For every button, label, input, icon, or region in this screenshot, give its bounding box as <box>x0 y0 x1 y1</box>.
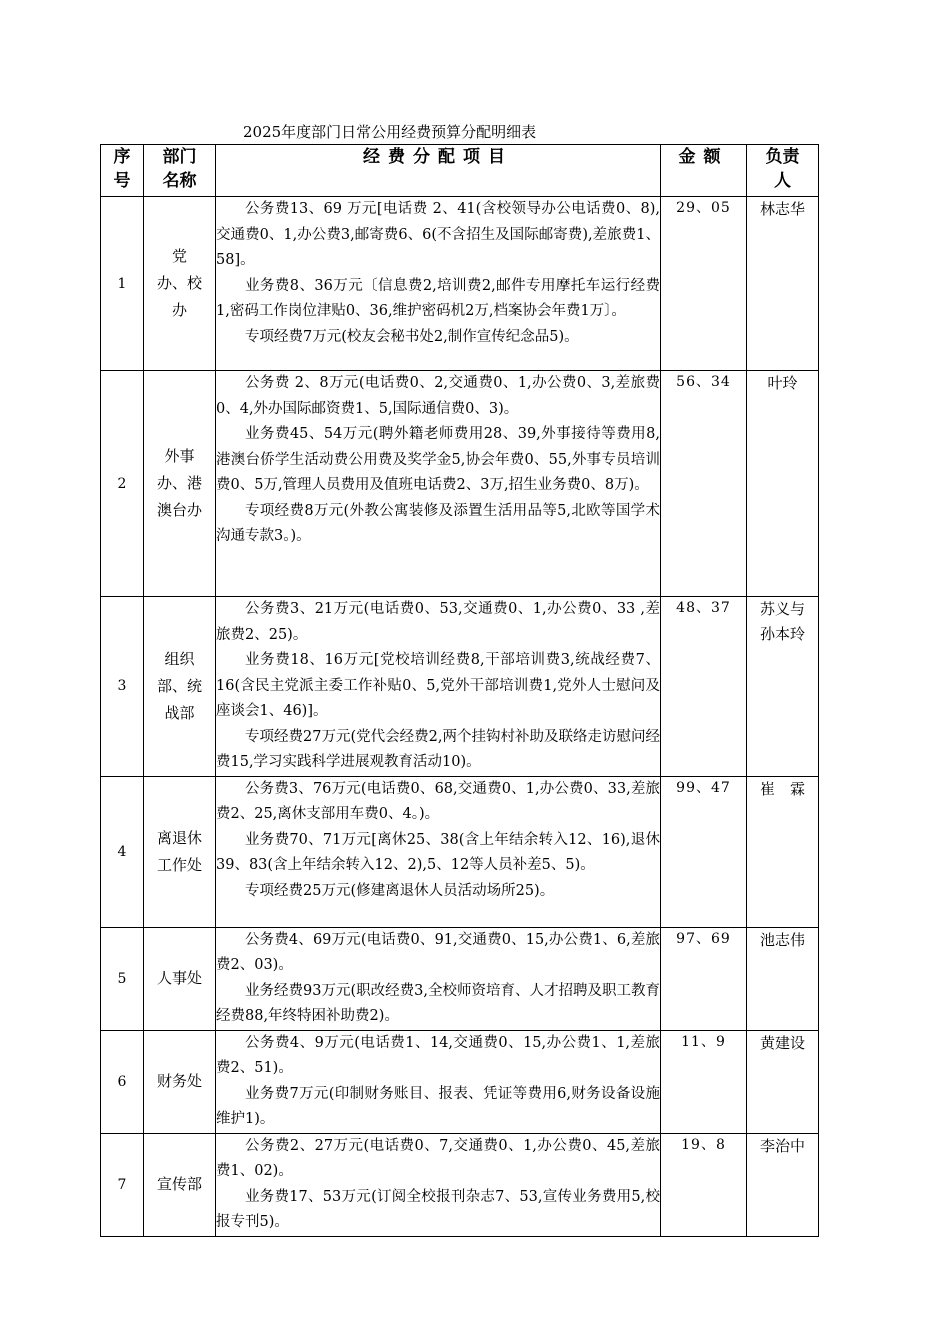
expense-item: 专项经费27万元(党代会经费2,两个挂钩村补助及联络走访慰问经费15,学习实践科学进展观教育活动10)。 <box>216 728 660 770</box>
table-row <box>101 197 819 371</box>
header-person: 负责 人 <box>747 145 819 197</box>
table-row <box>101 1133 819 1236</box>
row-dept: 宣传部 <box>144 1133 216 1236</box>
expense-item: 业务费18、16万元[党校培训经费8,干部培训费3,统战经费7、16(含民主党派主委工作补贴0、5,党外干部培训费1,党外人士慰问及座谈会1、46)]。 <box>216 652 660 719</box>
expense-item: 公务费4、9万元(电话费1、14,交通费0、15,办公费1、1,差旅费2、51)。 <box>216 1034 660 1076</box>
row-items <box>216 597 661 777</box>
expense-item: 专项经费7万元(校友会秘书处2,制作宣传纪念品5)。 <box>245 328 579 345</box>
table-body <box>101 197 819 1237</box>
row-dept: 党 办、校 办 <box>144 197 216 371</box>
row-items <box>216 1133 661 1236</box>
expense-item: 公务费 2、8万元(电话费0、2,交通费0、1,办公费0、3,差旅费0、4,外办国际邮资费1、5,国际通信费0、3)。 <box>216 375 660 417</box>
row-seq: 4 <box>101 776 144 927</box>
expense-item: 业务费45、54万元(聘外籍老师费用28、39,外事接待等费用8,港澳台侨学生活动费公用费及奖学金5,协会年费0、55,外事专员培训费0、5万,管理人员费用及值班电话费2、3万,招生业务费0、8万)。 <box>216 426 660 493</box>
table-header-row <box>101 145 819 197</box>
row-amount: 97、69 <box>661 927 747 1030</box>
expense-item: 专项经费25万元(修建离退休人员活动场所25)。 <box>245 882 555 899</box>
row-amount: 19、8 <box>661 1133 747 1236</box>
expense-item: 业务费7万元(印制财务账目、报表、凭证等费用6,财务设备设施维护1)。 <box>216 1085 660 1127</box>
row-seq: 7 <box>101 1133 144 1236</box>
table-row <box>101 1030 819 1133</box>
row-items <box>216 371 661 597</box>
header-dept: 部门 名称 <box>144 145 216 197</box>
expense-item: 业务经费93万元(职改经费3,全校师资培育、人才招聘及职工教育经费88,年终特困补助费2)。 <box>216 982 660 1024</box>
row-person: 林志华 <box>747 197 819 371</box>
row-seq: 1 <box>101 197 144 371</box>
budget-table <box>100 144 819 1237</box>
table-row <box>101 597 819 777</box>
expense-item: 公务费3、76万元(电话费0、68,交通费0、1,办公费0、33,差旅费2、25,离休支部用车费0、4。)。 <box>216 780 660 822</box>
row-items <box>216 927 661 1030</box>
row-seq: 3 <box>101 597 144 777</box>
expense-item: 公务费4、69万元(电话费0、91,交通费0、15,办公费1、6,差旅费2、03)。 <box>216 931 660 973</box>
row-dept: 人事处 <box>144 927 216 1030</box>
row-person: 崔 霖 <box>747 776 819 927</box>
header-items: 经费分配项目 <box>216 145 661 197</box>
expense-item: 业务费17、53万元(订阅全校报刊杂志7、53,宣传业务费用5,校报专刊5)。 <box>216 1188 660 1230</box>
expense-item: 公务费3、21万元(电话费0、53,交通费0、1,办公费0、33 ,差旅费2、25)。 <box>216 601 660 643</box>
row-person: 李治中 <box>747 1133 819 1236</box>
row-person: 叶玲 <box>747 371 819 597</box>
row-dept: 离退休 工作处 <box>144 776 216 927</box>
document-title: 2025年度部门日常公用经费预算分配明细表 <box>243 123 537 141</box>
expense-item: 公务费13、69 万元[电话费 2、41(含校领导办公电话费0、8),交通费0、1,办公费3,邮寄费6、6(不含招生及国际邮寄费),差旅费1、58]。 <box>216 201 660 268</box>
row-seq: 6 <box>101 1030 144 1133</box>
row-dept: 外事 办、港 澳台办 <box>144 371 216 597</box>
row-dept: 财务处 <box>144 1030 216 1133</box>
row-person: 池志伟 <box>747 927 819 1030</box>
table-row <box>101 776 819 927</box>
row-amount: 56、34 <box>661 371 747 597</box>
expense-item: 业务费70、71万元[离休25、38(含上年结余转入12、16),退休39、83(含上年结余转入12、2),5、12等人员补差5、5)。 <box>216 831 660 873</box>
expense-item: 业务费8、36万元〔信息费2,培训费2,邮件专用摩托车运行经费1,密码工作岗位津贴0、36,维护密码机2万,档案协会年费1万〕。 <box>216 277 660 319</box>
table-row <box>101 371 819 597</box>
row-amount: 11、9 <box>661 1030 747 1133</box>
row-amount: 29、05 <box>661 197 747 371</box>
row-seq: 2 <box>101 371 144 597</box>
row-seq: 5 <box>101 927 144 1030</box>
row-amount: 99、47 <box>661 776 747 927</box>
row-dept: 组织 部、统 战部 <box>144 597 216 777</box>
header-seq: 序 号 <box>101 145 144 197</box>
row-items <box>216 1030 661 1133</box>
expense-item: 专项经费8万元(外教公寓装修及添置生活用品等5,北欧等国学术沟通专款3。)。 <box>216 502 660 544</box>
row-items <box>216 776 661 927</box>
row-person: 黄建设 <box>747 1030 819 1133</box>
row-person: 苏义与 孙本玲 <box>747 597 819 777</box>
row-items <box>216 197 661 371</box>
header-amount: 金额 <box>661 145 747 197</box>
row-amount: 48、37 <box>661 597 747 777</box>
table-row <box>101 927 819 1030</box>
expense-item: 公务费2、27万元(电话费0、7,交通费0、1,办公费0、45,差旅费1、02)。 <box>216 1137 660 1179</box>
